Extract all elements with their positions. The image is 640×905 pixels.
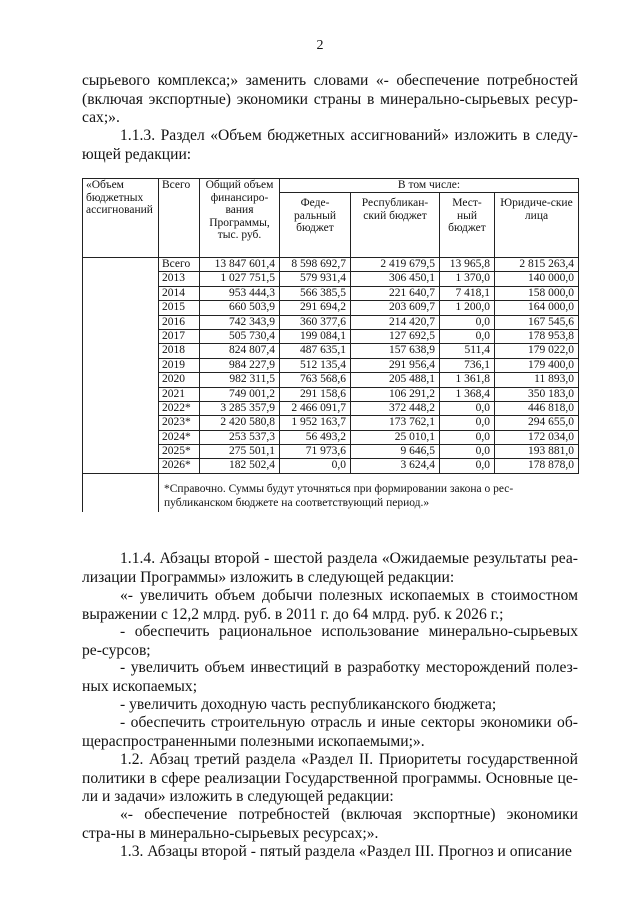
cell-republic: 203 609,7 — [351, 301, 440, 315]
table-row — [83, 459, 579, 473]
body-paragraph-8: «- обеспечение потребностей (включая экспортные) экономики стра-ны в минерально-сырьевых ресурсах;». — [82, 806, 578, 842]
intro-paragraph-2: 1.1.3. Раздел «Объем бюджетных ассигнований» изложить в следу-ющей редакции: — [82, 127, 578, 163]
cell-local: 0,0 — [440, 401, 495, 415]
cell-legal: 178 878,0 — [495, 459, 579, 473]
label-spacer — [83, 344, 159, 358]
table-row — [83, 301, 579, 315]
table-row — [83, 445, 579, 459]
cell-program-total: 982 311,5 — [200, 373, 280, 387]
cell-year: 2019 — [159, 358, 200, 372]
cell-program-total: 953 444,3 — [200, 286, 280, 300]
cell-republic: 214 420,7 — [351, 315, 440, 329]
label-spacer — [83, 358, 159, 372]
table-row — [83, 286, 579, 300]
table-row — [83, 387, 579, 401]
header-legal: Юридиче-ские лица — [495, 193, 579, 258]
table-row — [83, 315, 579, 329]
cell-local: 1 368,4 — [440, 387, 495, 401]
budget-table — [82, 178, 579, 512]
footnote-row — [83, 473, 579, 512]
cell-year: 2026* — [159, 459, 200, 473]
table-row — [83, 344, 579, 358]
cell-federal: 291 158,6 — [280, 387, 351, 401]
cell-local: 1 361,8 — [440, 373, 495, 387]
cell-legal: 446 818,0 — [495, 401, 579, 415]
cell-federal: 360 377,6 — [280, 315, 351, 329]
table-row — [83, 401, 579, 415]
body-paragraph-4: - увеличить объем инвестиций в разработку месторождений полез-ных ископаемых; — [82, 659, 578, 695]
table-row — [83, 272, 579, 286]
cell-republic: 157 638,9 — [351, 344, 440, 358]
cell-program-total: 275 501,1 — [200, 445, 280, 459]
header-total: Всего — [159, 179, 200, 258]
table-row — [83, 430, 579, 444]
cell-local: 1 200,0 — [440, 301, 495, 315]
cell-legal: 178 953,8 — [495, 329, 579, 343]
header-local: Мест-ный бюджет — [440, 193, 495, 258]
cell-federal: 8 598 692,7 — [280, 258, 351, 272]
cell-year: 2022* — [159, 401, 200, 415]
cell-year: 2025* — [159, 445, 200, 459]
body-paragraph-9: 1.3. Абзацы второй - пятый раздела «Раздел III. Прогноз и описание — [120, 843, 572, 860]
table-row — [83, 258, 579, 272]
intro-paragraph-1: сырьевого комплекса;» заменить словами «- обеспечение потребностей (включая экспортные) экономики страны в минерально-сырьевых ресур-сах;». — [82, 72, 578, 126]
cell-program-total: 660 503,9 — [200, 301, 280, 315]
cell-program-total: 742 343,9 — [200, 315, 280, 329]
cell-legal: 164 000,0 — [495, 301, 579, 315]
cell-federal: 487 635,1 — [280, 344, 351, 358]
cell-republic: 306 450,1 — [351, 272, 440, 286]
header-budget-label: «Объем бюджетных ассигнований — [83, 179, 159, 258]
cell-republic: 106 291,2 — [351, 387, 440, 401]
body-paragraph-6: - обеспечить строительную отрасль и иные секторы экономики об-щераспространенными полезными ископаемыми;». — [82, 714, 578, 750]
body-paragraph-3: - обеспечить рациональное использование минерально-сырьевых ре-сурсов; — [82, 623, 578, 659]
cell-program-total: 2 420 580,8 — [200, 416, 280, 430]
cell-republic: 221 640,7 — [351, 286, 440, 300]
cell-program-total: 984 227,9 — [200, 358, 280, 372]
cell-local: 1 370,0 — [440, 272, 495, 286]
cell-year: 2023* — [159, 416, 200, 430]
cell-local: 736,1 — [440, 358, 495, 372]
body-paragraph-5: - увеличить доходную часть республиканского бюджета; — [120, 696, 497, 713]
cell-local: 0,0 — [440, 459, 495, 473]
table-row — [83, 358, 579, 372]
cell-year: 2013 — [159, 272, 200, 286]
label-spacer — [83, 258, 159, 272]
cell-republic: 291 956,4 — [351, 358, 440, 372]
label-spacer — [83, 272, 159, 286]
table-row — [83, 329, 579, 343]
cell-republic: 372 448,2 — [351, 401, 440, 415]
cell-legal: 2 815 263,4 — [495, 258, 579, 272]
cell-federal: 2 466 091,7 — [280, 401, 351, 415]
header-republic: Республикан-ский бюджет — [351, 193, 440, 258]
cell-local: 0,0 — [440, 430, 495, 444]
cell-program-total: 3 285 357,9 — [200, 401, 280, 415]
cell-program-total: 182 502,4 — [200, 459, 280, 473]
label-spacer — [83, 445, 159, 459]
cell-republic: 127 692,5 — [351, 329, 440, 343]
cell-federal: 199 084,1 — [280, 329, 351, 343]
cell-year: Всего — [159, 258, 200, 272]
cell-local: 0,0 — [440, 329, 495, 343]
cell-republic: 9 646,5 — [351, 445, 440, 459]
table-row — [83, 416, 579, 430]
label-spacer — [83, 373, 159, 387]
cell-federal: 0,0 — [280, 459, 351, 473]
cell-legal: 11 893,0 — [495, 373, 579, 387]
cell-local: 0,0 — [440, 416, 495, 430]
cell-year: 2024* — [159, 430, 200, 444]
cell-program-total: 13 847 601,4 — [200, 258, 280, 272]
page-number: 2 — [316, 38, 324, 53]
label-spacer — [83, 286, 159, 300]
cell-legal: 179 400,0 — [495, 358, 579, 372]
table-row — [83, 373, 579, 387]
cell-local: 13 965,8 — [440, 258, 495, 272]
cell-republic: 3 624,4 — [351, 459, 440, 473]
cell-year: 2018 — [159, 344, 200, 358]
label-spacer — [83, 430, 159, 444]
cell-federal: 512 135,4 — [280, 358, 351, 372]
cell-republic: 173 762,1 — [351, 416, 440, 430]
label-spacer — [83, 329, 159, 343]
cell-federal: 291 694,2 — [280, 301, 351, 315]
cell-local: 0,0 — [440, 445, 495, 459]
cell-year: 2020 — [159, 373, 200, 387]
cell-year: 2014 — [159, 286, 200, 300]
cell-local: 511,4 — [440, 344, 495, 358]
cell-federal: 579 931,4 — [280, 272, 351, 286]
cell-program-total: 824 807,4 — [200, 344, 280, 358]
cell-local: 0,0 — [440, 315, 495, 329]
label-spacer — [83, 401, 159, 415]
cell-legal: 350 183,0 — [495, 387, 579, 401]
cell-legal: 179 022,0 — [495, 344, 579, 358]
label-spacer — [83, 301, 159, 315]
cell-federal: 763 568,6 — [280, 373, 351, 387]
cell-year: 2021 — [159, 387, 200, 401]
body-paragraph-1: 1.1.4. Абзацы второй - шестой раздела «Ожидаемые результаты реа-лизации Программы» изложить в следующей редакции: — [82, 550, 578, 586]
header-program-total: Общий объем финансиро-вания Программы, тыс. руб. — [200, 179, 280, 258]
cell-year: 2017 — [159, 329, 200, 343]
header-federal: Феде-ральный бюджет — [280, 193, 351, 258]
body-paragraph-7: 1.2. Абзац третий раздела «Раздел II. Приоритеты государственной политики в сфере реализации Государственной программы. Основные це-ли и задачи» изложить в следующей редакции: — [82, 751, 578, 805]
cell-legal: 158 000,0 — [495, 286, 579, 300]
cell-federal: 566 385,5 — [280, 286, 351, 300]
cell-federal: 56 493,2 — [280, 430, 351, 444]
cell-republic: 205 488,1 — [351, 373, 440, 387]
cell-year: 2015 — [159, 301, 200, 315]
cell-local: 7 418,1 — [440, 286, 495, 300]
cell-program-total: 1 027 751,5 — [200, 272, 280, 286]
cell-republic: 2 419 679,5 — [351, 258, 440, 272]
header-including: В том числе: — [280, 179, 579, 193]
label-spacer — [83, 416, 159, 430]
label-spacer — [83, 459, 159, 473]
cell-federal: 71 973,6 — [280, 445, 351, 459]
cell-program-total: 253 537,3 — [200, 430, 280, 444]
cell-legal: 294 655,0 — [495, 416, 579, 430]
cell-program-total: 505 730,4 — [200, 329, 280, 343]
label-spacer — [83, 315, 159, 329]
cell-republic: 25 010,1 — [351, 430, 440, 444]
cell-legal: 172 034,0 — [495, 430, 579, 444]
cell-legal: 140 000,0 — [495, 272, 579, 286]
body-paragraph-2: «- увеличить объем добычи полезных ископаемых в стоимостном выражении с 12,2 млрд. руб. в 2011 г. до 64 млрд. руб. к 2026 г.; — [82, 587, 578, 623]
label-spacer — [83, 387, 159, 401]
cell-year: 2016 — [159, 315, 200, 329]
cell-legal: 193 881,0 — [495, 445, 579, 459]
cell-legal: 167 545,6 — [495, 315, 579, 329]
cell-federal: 1 952 163,7 — [280, 416, 351, 430]
cell-program-total: 749 001,2 — [200, 387, 280, 401]
footnote: *Справочно. Суммы будут уточняться при формировании закона о рес-публиканском бюджете на соответствующий период.» — [159, 473, 579, 512]
